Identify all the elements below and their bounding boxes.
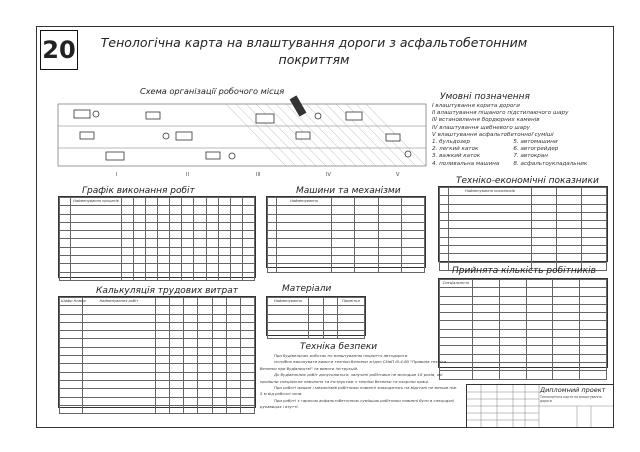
materials-table [266,296,366,336]
legend-machine: 2. легкий каток [432,146,479,153]
machines-heading: Машини та механізми [296,186,401,196]
safety-text [260,353,460,411]
labor-table [58,296,256,408]
sheet-number: 20 [40,30,78,70]
safety-heading: Техніка безпеки [300,342,378,352]
legend-machine: 1. бульдозер [432,139,471,146]
svg-text:I: I [116,172,118,178]
workers-table [438,278,608,368]
svg-text:III: III [256,172,261,178]
schedule-heading: Графік виконання робіт [82,186,195,196]
legend-line: III встановлення бордюрних каменів [432,117,540,124]
machines-header: Найменування [277,198,332,206]
safety-paragraph: При роботі з гарячою асфальтобетонною сумішшю робітники повинні бути в спецодязі, рукавицях і взутті. [260,397,455,410]
workers-header: Спеціальність [440,280,473,288]
legend-machine: 7. автокран [513,153,548,160]
workers-heading: Прийнята кількість робітників [452,266,596,276]
legend-heading: Умовні позначення [440,92,530,102]
machines-table [266,196,426,268]
legend-machine: 8. асфальтоукладальник [513,160,588,167]
legend-line: II влаштування піщаного підстилаючого шару [432,110,569,117]
stamp-title: Дипломний проект [540,386,606,394]
safety-paragraph: При будівельних роботах по влаштуванню покриття автодороги [274,353,408,358]
legend-machine: 6. автогрейдер [513,146,559,153]
schedule-header: Найменування процесів [71,198,122,206]
safety-paragraph: При роботі машин і механізмів робітники повинні знаходитись на відстані не менше ніж 5 м від робочої зони. [260,385,457,397]
svg-text:IV: IV [326,172,331,178]
legend-machine: 3. важкий каток [432,153,481,160]
labor-header: Найменування робіт [83,298,156,306]
tech-econ-header: Найменування показників [449,188,532,196]
legend-machine: 4. поливальна машина [432,160,500,167]
scheme-drawing [56,96,430,180]
svg-text:II: II [186,172,189,178]
stamp-subtitle: Технологічна карта на влаштування дороги [540,395,602,403]
legend-line: IV влаштування щебневого шару [432,124,530,131]
materials-note: Примітки [338,298,365,306]
labor-col1: Шифр Номер [60,298,83,306]
materials-heading: Матеріали [282,284,332,294]
safety-paragraph: До будівельних робіт допускаються: залучені робітники не молодше 18 років, які пройшли спеціальне навчання та інструктаж з техніки безпеки та охорони праці. [260,372,443,384]
legend-line: I влаштування корита дороги [432,103,520,109]
sheet-title: Тенологічна карта на влаштування дороги з асфальтобетонним покриттям [100,35,528,67]
legend-machine: 5. автомашини [513,139,558,146]
tech-econ-heading: Техніко-економічні показники [456,176,599,186]
tech-econ-table [438,186,608,262]
schedule-table [58,196,256,278]
scheme-heading: Схема організації робочого місця [140,86,285,96]
svg-text:V: V [396,172,400,178]
legend-line: V влаштування асфальтобетонної суміші [432,131,554,138]
materials-header: Найменування [268,298,309,306]
safety-paragraph: потрібно виконувати вимоги техніки безпеки згідно СНиП III-4-80 "Правила техніки безпеки при будівництві" та вимоги інструкцій. [260,359,447,371]
legend-list [432,103,587,168]
labor-heading: Калькуляція трудових витрат [96,286,239,296]
